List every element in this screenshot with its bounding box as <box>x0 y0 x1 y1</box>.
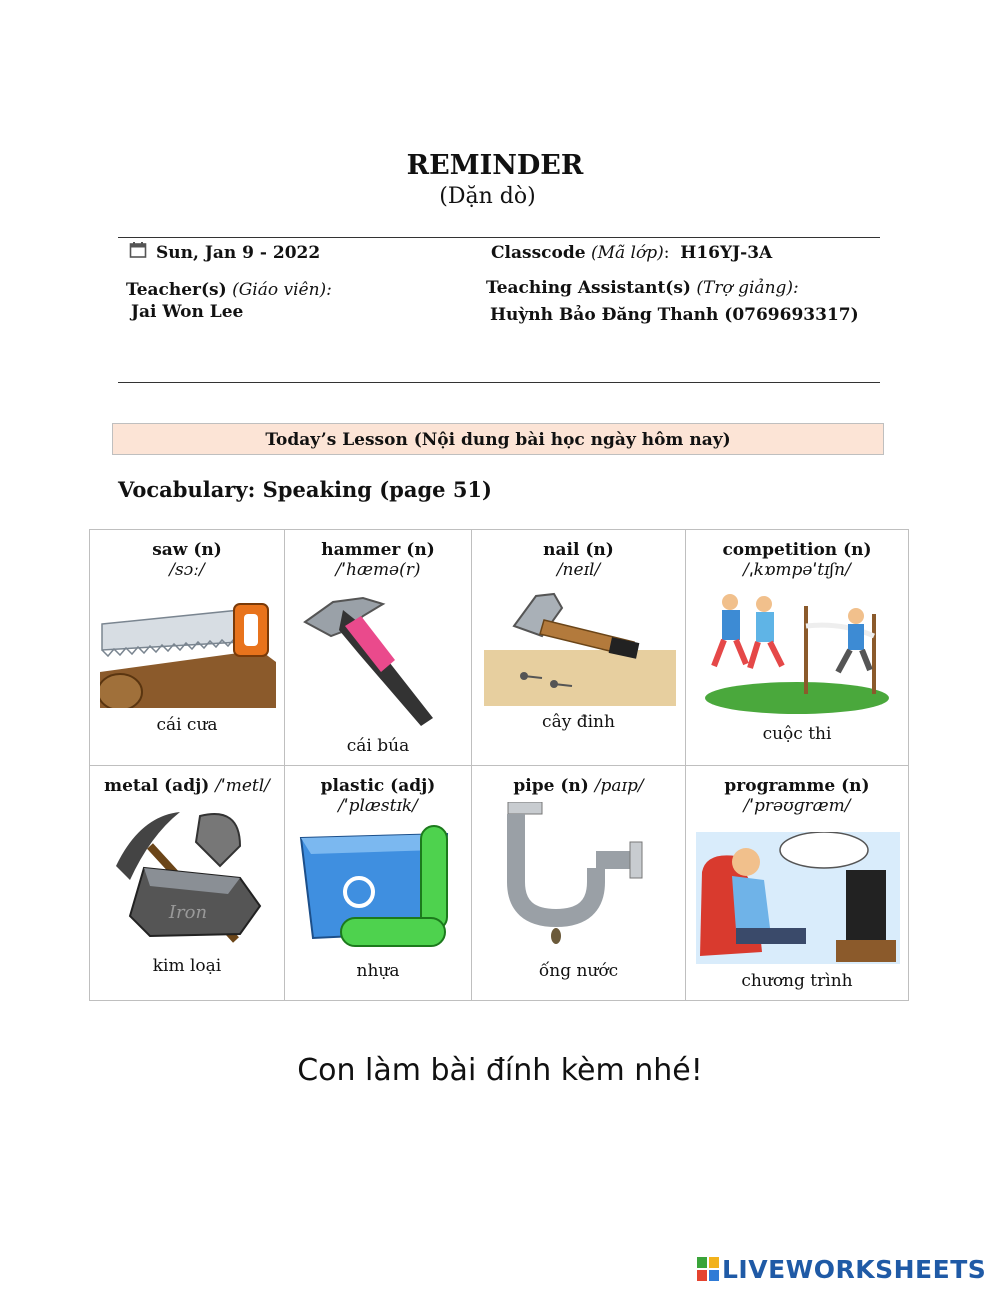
vocab-phonetic: /ˈhæmə(r) <box>335 560 421 580</box>
metal-image <box>110 806 266 946</box>
page-subtitle: (Dặn dò) <box>439 184 536 209</box>
top-divider <box>118 237 880 238</box>
hammer-image <box>303 590 453 730</box>
nail-image <box>484 590 676 706</box>
vocab-phonetic: /ˈplæstɪk/ <box>338 796 418 816</box>
vocab-meaning: nhựa <box>356 961 400 981</box>
vocab-meaning: chương trình <box>741 971 853 991</box>
vocab-meaning: ống nước <box>538 961 619 981</box>
vocab-cell-nail <box>472 530 686 766</box>
vocab-meaning: cái búa <box>346 736 410 756</box>
ta-line <box>486 278 799 298</box>
saw-image <box>100 602 276 708</box>
teacher-line <box>126 280 332 300</box>
vocab-meaning: cây đinh <box>542 712 615 732</box>
classcode-label-vn: (Mã lớp) <box>590 243 664 263</box>
vocab-word-line <box>90 776 284 796</box>
liveworksheets-mark-icon <box>697 1257 719 1281</box>
calendar-icon <box>129 241 147 263</box>
vocab-cell-metal <box>90 766 285 1001</box>
ta-name: Huỳnh Bảo Đăng Thanh (0769693317) <box>490 305 859 325</box>
vocab-word: hammer (n) <box>321 540 435 560</box>
vocab-phonetic: /ˈprəʊɡræm/ <box>743 796 851 816</box>
vocab-word: metal (adj) <box>104 776 210 796</box>
vocab-phonetic: /ˈmetl/ <box>215 776 270 796</box>
vocab-cell-pipe <box>472 766 686 1001</box>
iron-label: Iron <box>168 902 208 923</box>
vocab-cell-saw <box>90 530 285 766</box>
vocab-phonetic: /ˌkɒmpəˈtɪʃn/ <box>743 560 851 580</box>
vocabulary-heading: Vocabulary: Speaking (page 51) <box>118 477 492 502</box>
vocab-meaning: kim loại <box>152 956 222 976</box>
vocab-word: saw (n) <box>152 540 222 560</box>
competition-image <box>702 586 892 714</box>
vocab-phonetic: /neɪl/ <box>556 560 601 580</box>
vocab-word: nail (n) <box>543 540 614 560</box>
vocab-word: pipe (n) <box>513 776 589 796</box>
vocab-phonetic: /sɔː/ <box>169 560 205 580</box>
teacher-name: Jai Won Lee <box>131 302 244 322</box>
vocab-cell-programme <box>686 766 909 1001</box>
vocab-meaning: cuộc thi <box>762 724 832 744</box>
classcode-colon: : <box>663 243 670 263</box>
ta-label-vn: (Trợ giảng): <box>696 278 799 298</box>
bottom-divider <box>118 382 880 383</box>
page-title: REMINDER <box>406 150 584 181</box>
vocab-word-line <box>472 776 685 796</box>
vocab-cell-hammer <box>285 530 472 766</box>
classcode-value: H16YJ-3A <box>680 243 773 263</box>
logo-text: LIVEWORKSHEETS <box>722 1255 987 1284</box>
plastic-image <box>297 822 461 952</box>
vocab-cell-plastic <box>285 766 472 1001</box>
teacher-label: Teacher(s) <box>126 280 227 300</box>
teacher-label-vn: (Giáo viên): <box>232 280 332 300</box>
ta-label: Teaching Assistant(s) <box>486 278 691 298</box>
lesson-date: Sun, Jan 9 - 2022 <box>156 243 321 263</box>
vocab-word: competition (n) <box>722 540 872 560</box>
vocab-phonetic: /paɪp/ <box>594 776 644 796</box>
vocab-word: plastic (adj) <box>320 776 436 796</box>
classcode-line <box>491 243 772 263</box>
programme-image <box>696 832 900 964</box>
vocab-cell-competition <box>686 530 909 766</box>
pipe-image <box>502 802 654 952</box>
todays-lesson-banner: Today’s Lesson (Nội dung bài học ngày hôm nay) <box>112 423 884 455</box>
classcode-label: Classcode <box>491 243 586 263</box>
liveworksheets-logo <box>697 1255 986 1284</box>
vocab-meaning: cái cưa <box>156 715 218 735</box>
vocabulary-table <box>89 529 909 1001</box>
homework-note: Con làm bài đính kèm nhé! <box>297 1053 703 1088</box>
vocab-word: programme (n) <box>724 776 870 796</box>
